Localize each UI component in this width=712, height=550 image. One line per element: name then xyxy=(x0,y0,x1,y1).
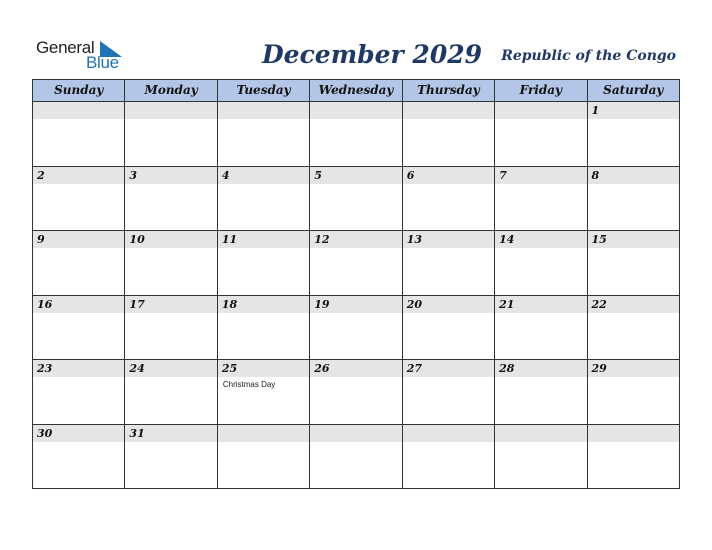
day-number: 5 xyxy=(314,168,322,182)
logo-text-blue: Blue xyxy=(86,53,119,72)
weekday-header: Sunday xyxy=(33,80,125,102)
day-number: 22 xyxy=(591,297,607,311)
day-number-bar xyxy=(310,425,401,442)
day-cell[interactable] xyxy=(588,360,680,425)
calendar-week-row xyxy=(33,296,680,361)
day-number: 7 xyxy=(499,168,507,182)
weekday-header-row xyxy=(33,80,680,102)
day-cell[interactable] xyxy=(588,231,680,296)
day-cell[interactable] xyxy=(33,167,125,232)
day-number-bar xyxy=(33,167,124,184)
day-cell[interactable] xyxy=(403,425,495,490)
day-number: 28 xyxy=(499,362,515,375)
day-number: 15 xyxy=(591,233,607,246)
day-number-bar xyxy=(33,231,124,248)
day-cell[interactable] xyxy=(495,296,587,361)
logo-text-general: General xyxy=(36,38,95,57)
day-number: 6 xyxy=(406,168,415,182)
day-number: 14 xyxy=(499,233,515,246)
day-cell[interactable] xyxy=(310,425,402,490)
day-cell[interactable] xyxy=(218,167,310,232)
day-number-bar xyxy=(588,167,679,184)
day-number-bar xyxy=(495,102,586,119)
day-cell[interactable] xyxy=(310,231,402,296)
day-cell[interactable] xyxy=(403,360,495,425)
day-cell[interactable] xyxy=(588,167,680,232)
day-number-bar xyxy=(33,102,124,119)
day-cell[interactable] xyxy=(403,102,495,167)
day-cell[interactable] xyxy=(218,360,310,425)
day-cell[interactable] xyxy=(495,167,587,232)
day-number-bar xyxy=(218,167,309,184)
day-number-bar xyxy=(403,167,494,184)
day-cell[interactable] xyxy=(33,296,125,361)
day-number: 29 xyxy=(591,362,607,375)
day-number: 27 xyxy=(406,362,422,375)
weekday-header: Saturday xyxy=(588,80,680,102)
day-cell[interactable] xyxy=(125,296,217,361)
calendar-grid xyxy=(32,79,680,489)
day-cell[interactable] xyxy=(310,102,402,167)
day-cell[interactable] xyxy=(218,425,310,490)
day-cell[interactable] xyxy=(588,102,680,167)
day-number: 16 xyxy=(37,297,53,311)
day-cell[interactable] xyxy=(588,296,680,361)
day-number: 24 xyxy=(129,362,145,375)
weekday-header: Tuesday xyxy=(218,80,310,102)
day-cell[interactable] xyxy=(125,167,217,232)
day-number: 1 xyxy=(591,104,600,117)
country-name: Republic of the Congo xyxy=(501,48,676,64)
day-number: 12 xyxy=(314,233,330,246)
day-cell[interactable] xyxy=(125,360,217,425)
calendar-week-row xyxy=(33,102,680,167)
day-cell[interactable] xyxy=(310,360,402,425)
day-cell[interactable] xyxy=(33,360,125,425)
day-cell[interactable] xyxy=(495,425,587,490)
calendar-week-row xyxy=(33,231,680,296)
day-number: 21 xyxy=(499,297,515,311)
day-number: 18 xyxy=(221,297,238,311)
day-number-bar xyxy=(588,425,679,442)
weekday-header: Thursday xyxy=(403,80,495,102)
day-cell[interactable] xyxy=(495,102,587,167)
day-number-bar xyxy=(218,425,309,442)
day-cell[interactable] xyxy=(403,231,495,296)
day-number: 19 xyxy=(314,297,330,311)
day-cell[interactable] xyxy=(403,296,495,361)
day-cell[interactable] xyxy=(33,102,125,167)
day-cell[interactable] xyxy=(588,425,680,490)
day-cell[interactable] xyxy=(495,360,587,425)
day-number: 20 xyxy=(406,297,422,311)
day-number: 4 xyxy=(221,168,230,182)
day-number-bar xyxy=(495,425,586,442)
day-number: 2 xyxy=(37,168,45,182)
holiday-label: Christmas Day xyxy=(222,380,276,389)
day-number-bar xyxy=(403,425,494,442)
day-number: 25 xyxy=(221,362,238,375)
calendar-title: December 2029 xyxy=(262,40,483,69)
day-cell[interactable] xyxy=(125,102,217,167)
day-cell[interactable] xyxy=(218,231,310,296)
day-number: 13 xyxy=(406,233,422,246)
day-number: 17 xyxy=(129,297,145,311)
day-number: 11 xyxy=(221,233,238,246)
weekday-header: Friday xyxy=(495,80,587,102)
calendar-weeks xyxy=(33,102,680,489)
day-cell[interactable] xyxy=(403,167,495,232)
calendar-week-row xyxy=(33,360,680,425)
day-cell[interactable] xyxy=(218,296,310,361)
day-number: 8 xyxy=(591,168,600,182)
day-number-bar xyxy=(310,167,401,184)
weekday-header: Wednesday xyxy=(310,80,402,102)
calendar-week-row xyxy=(33,167,680,232)
day-number-bar xyxy=(588,102,679,119)
day-cell[interactable] xyxy=(33,231,125,296)
day-number: 26 xyxy=(314,362,330,375)
day-number: 9 xyxy=(37,233,45,246)
day-number-bar xyxy=(125,167,216,184)
day-number-bar xyxy=(403,102,494,119)
day-cell[interactable] xyxy=(218,102,310,167)
weekday-header: Monday xyxy=(125,80,217,102)
day-number-bar xyxy=(125,102,216,119)
day-number-bar xyxy=(495,167,586,184)
day-number-bar xyxy=(218,102,309,119)
day-cell[interactable] xyxy=(33,425,125,490)
day-cell[interactable] xyxy=(125,425,217,490)
day-number: 31 xyxy=(129,426,145,440)
generalblue-logo xyxy=(36,38,126,74)
day-number: 30 xyxy=(37,426,53,440)
day-cell[interactable] xyxy=(125,231,217,296)
calendar-week-row xyxy=(33,425,680,490)
day-number: 3 xyxy=(129,168,138,182)
day-cell[interactable] xyxy=(310,167,402,232)
day-number: 23 xyxy=(37,362,53,375)
day-number: 10 xyxy=(129,233,145,246)
day-number-bar xyxy=(310,102,401,119)
day-cell[interactable] xyxy=(495,231,587,296)
day-cell[interactable] xyxy=(310,296,402,361)
